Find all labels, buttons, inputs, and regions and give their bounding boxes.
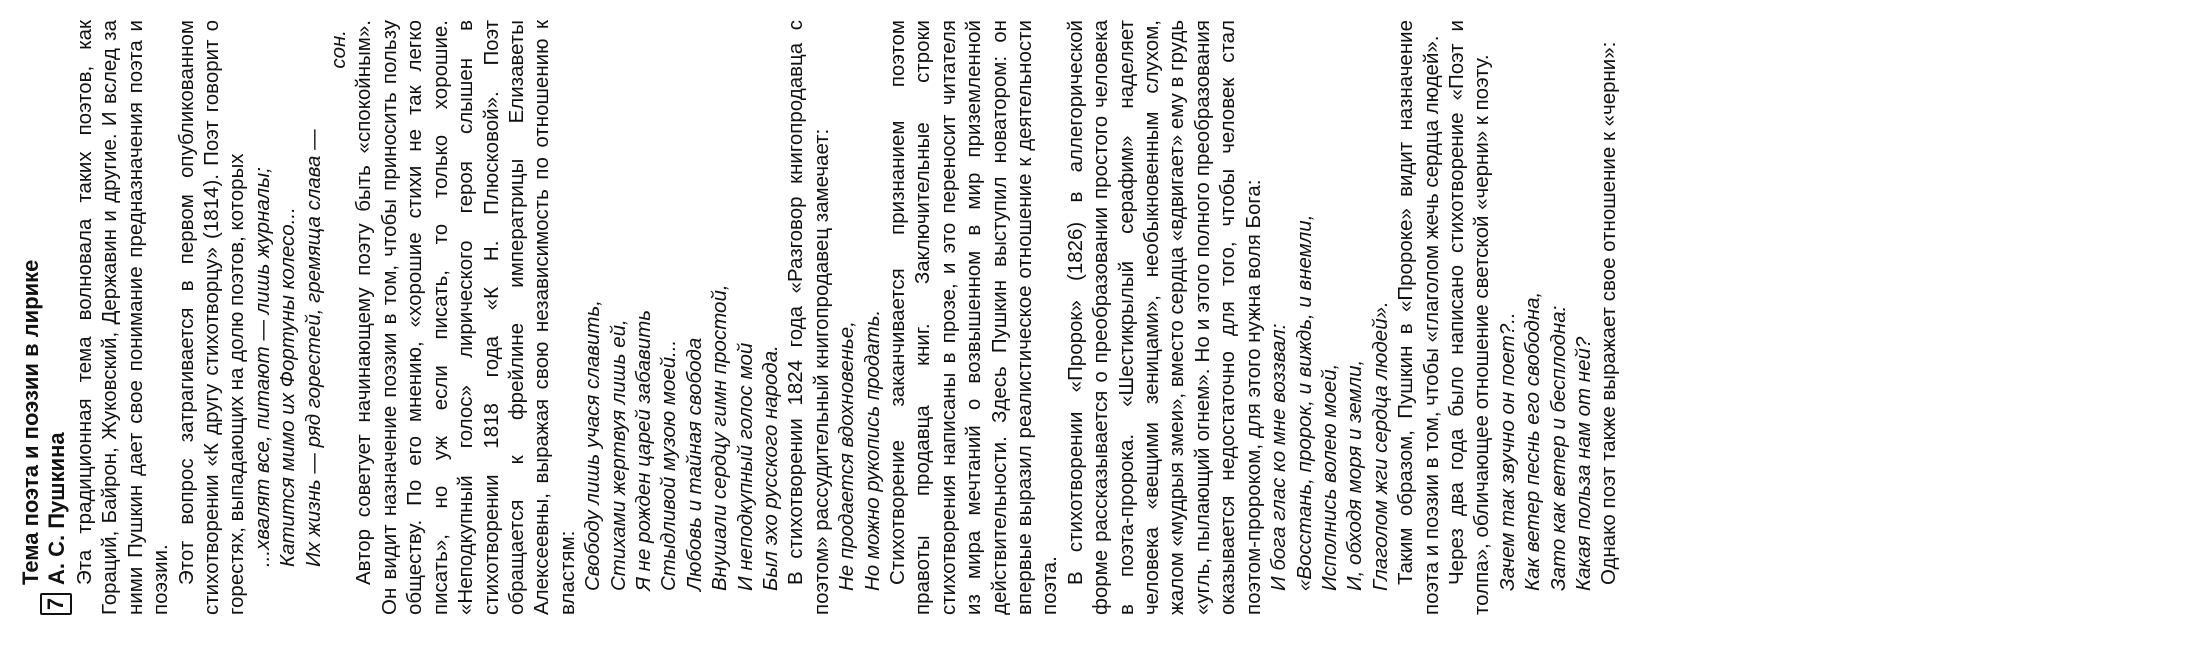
quote-line: Не продается вдохновенье, (835, 321, 859, 591)
paragraph-6: В стихотворении «Пророк» (1826) в аллегорической форме рассказывается о преобразовании простого человека в поэта-пророка. «Шестикрылый серафим» наделяет человека «вещими зеницами», необыкновенным слухом, жалом «мудрыя змеи», вместо сердца «вдвигает» ему в грудь «угль, пылающий огнем». Но и этого полного преобразования оказывается недостаточно для того, чтобы человек стал поэтом-пророком, для этого нужна воля Бога: (1063, 20, 1265, 615)
paragraph-5: Стихотворение заканчивается признанием поэтом правоты продавца книг. Заключительные строки стихотворения написаны в прозе, и это переносит читателя из мира мечтаний о возвышенном в мир приземленной действительности. Здесь Пушкин выступил новатором: он впервые выразил реалистическое отношение к деятельности поэта. (886, 20, 1062, 615)
quote-line: Стыдливой музою моей... (657, 339, 681, 591)
quote-line: И неподкупный голос мой (733, 342, 757, 591)
quote-4 (1266, 20, 1393, 615)
quote-line: Был эхо русского народа. (758, 345, 782, 591)
quote-line: Глаголом жги сердца людей». (1368, 301, 1392, 591)
quote-line: «Восстань, пророк, и виждь, и внемли, (1292, 214, 1316, 591)
quote-line: Я не рожден царей забавить (631, 309, 655, 591)
paragraph-2: Этот вопрос затрагивается в первом опубликованном стихотворении «К другу стихотворцу» (1814). Поэт говорит о горестях, выпадающих на долю поэтов, которых (174, 20, 249, 615)
quote-line: Зачем так звучно он поет?.. (1495, 312, 1519, 591)
section-header (18, 20, 72, 615)
paragraph-3: Автор советует начинающему поэту быть «спокойным». Он видит назначение поэзии в том, чтобы приносить пользу обществу. По его мнению, «хорошие стихи не так легко писать», но уж если писать, то только хорошие. «Неподкупный голос» лирического героя слышен в стихотворении 1818 года «К Н. Плюсковой». Поэт обращается к фрейлине императрицы Елизаветы Алексеевны, выражая свою независимость по отношению к властям: (352, 20, 579, 615)
paragraph-1: Эта традиционная тема волновала таких поэтов, как Гораций, Байрон, Жуковский, Державин и другие. И вслед за ними Пушкин дает свое понимание предназначения поэта и поэзии. (73, 20, 173, 615)
quote-5 (1495, 20, 1597, 615)
paragraph-7: Таким образом, Пушкин в «Пророке» видит назначение поэта и поэзии в том, чтобы «глаголом жечь сердца людей». (1394, 20, 1443, 615)
quote-1 (250, 20, 352, 615)
quote-line: Свободу лишь учася славить, (581, 300, 605, 591)
paragraph-9: Однако поэт также выражает свое отношение к «черни»: (1597, 41, 1621, 585)
quote-line: Катится мимо их Фортуны колесо... (276, 207, 300, 567)
quote-3 (834, 20, 885, 615)
paragraph-4: В стихотворении 1824 года «Разговор книгопродавца с поэтом» рассудительный книгопродавец замечает: (784, 20, 833, 615)
title-line-1: Тема поэта и поэзии в лирике (18, 259, 43, 585)
quote-line: Внушали сердцу гимн простой, (708, 284, 732, 591)
chapter-number: 7 (43, 597, 69, 611)
quote-line: Но можно рукопись продать. (860, 309, 884, 591)
quote-line: Какая польза нам от ней? (1571, 336, 1595, 591)
chapter-number-box (40, 593, 72, 615)
quote-line: Как ветер песнь его свободна, (1521, 291, 1545, 591)
quote-line: Любовь и тайная свобода (682, 337, 706, 591)
quote-line: Их жизнь — ряд горестей, гремяща слава — (301, 129, 325, 567)
quote-line: И, обходя моря и земли, (1343, 359, 1367, 591)
quote-line: ...хвалят все, питают — лишь журналы; (250, 167, 274, 567)
paragraph-8: Через два года было написано стихотворение «Поэт и толпа», обличающее отношение светской «черни» к поэту. (1444, 20, 1494, 615)
quote-line: Стихами жертвуя лишь ей, (606, 319, 630, 591)
title-line-2: А. С. Пушкина (44, 432, 69, 585)
quote-2 (580, 20, 783, 615)
quote-line: Зато как ветер и бесплодна: (1546, 305, 1570, 591)
quote-line: Исполнись волею моей, (1317, 363, 1341, 591)
section-title (18, 260, 70, 585)
quote-line: сон. (327, 30, 351, 69)
quote-line: И бога глас ко мне воззвал: (1267, 323, 1291, 591)
